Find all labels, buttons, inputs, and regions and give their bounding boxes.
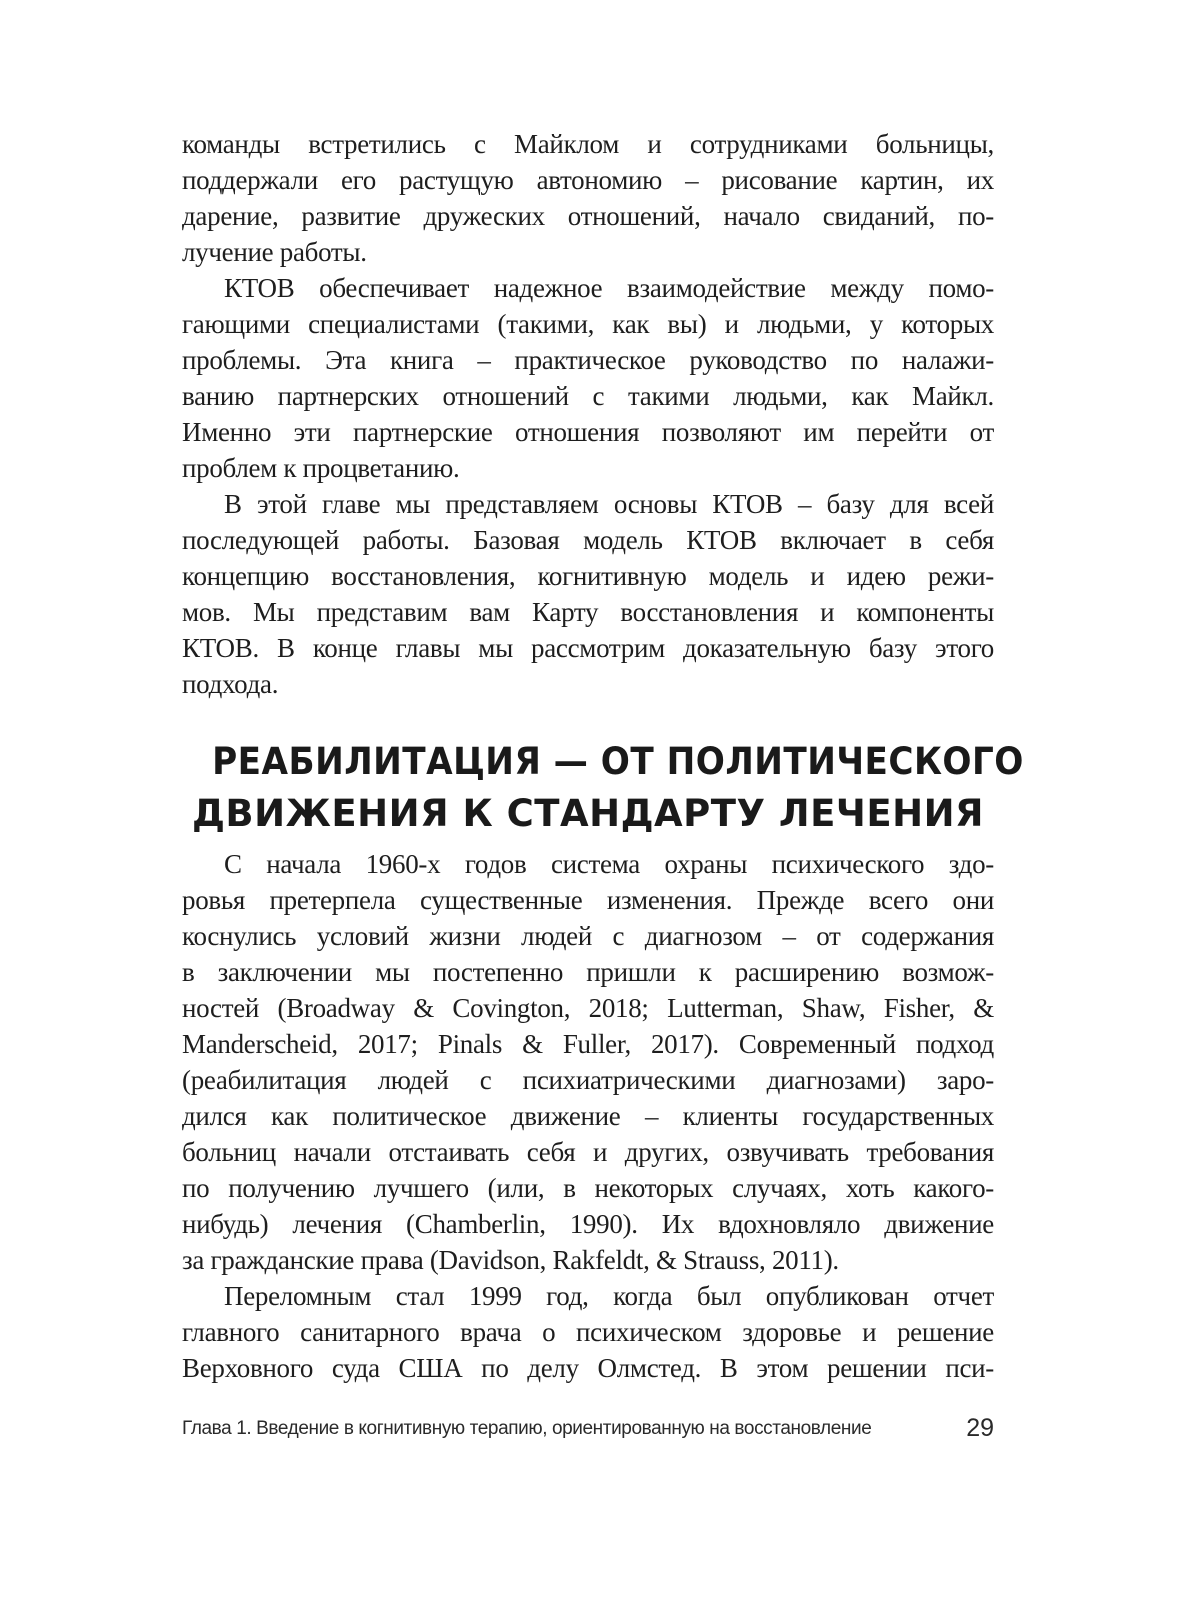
text-line: ванию партнерских отношений с такими людьми, как Майкл. [182,381,994,411]
text-line: дился как политическое движение – клиенты государственных [182,1101,994,1131]
text-line: Manderscheid, 2017; Pinals & Fuller, 2017). Современный подход [182,1029,994,1059]
paragraph-1999 [182,1278,994,1386]
text-line: ровья претерпела существенные изменения. Прежде всего они [182,885,994,915]
text-line: в заключении мы постепенно пришли к расширению возмож- [182,957,994,987]
running-title: Глава 1. Введение в когнитивную терапию, ориентированную на восстановление [182,1418,872,1439]
text-line: подхода. [182,669,279,699]
text-line: лучение работы. [182,237,367,267]
section-heading [182,736,1024,840]
text-line: больниц начали отстаивать себя и других, озвучивать требования [182,1137,994,1167]
page-number: 29 [966,1414,994,1442]
text-line: КТОВ. В конце главы мы рассмотрим доказательную базу этого [182,633,994,663]
section-heading-line: РЕАБИЛИТАЦИЯ — ОТ ПОЛИТИЧЕСКОГО [212,740,1024,783]
text-line: за гражданские права (Davidson, Rakfeldt, & Strauss, 2011). [182,1245,839,1275]
text-line: (реабилитация людей с психиатрическими диагнозами) заро- [182,1065,994,1095]
text-line: мов. Мы представим вам Карту восстановления и компоненты [182,597,994,627]
paragraph-ktov-partnership [182,270,994,486]
text-line: Именно эти партнерские отношения позволяют им перейти от [182,417,994,447]
text-line: Переломным стал 1999 год, когда был опубликован отчет [224,1281,994,1311]
text-line: главного санитарного врача о психическом здоровье и решение [182,1317,994,1347]
text-line: команды встретились с Майклом и сотрудниками больницы, [182,129,994,159]
section-heading-line: ДВИЖЕНИЯ К СТАНДАРТУ ЛЕЧЕНИЯ [191,792,985,835]
text-line: С начала 1960-х годов система охраны психического здо- [224,849,994,879]
text-line: проблемы. Эта книга – практическое руководство по налажи- [182,345,994,375]
text-line: В этой главе мы представляем основы КТОВ – базу для всей [224,489,994,519]
text-line: коснулись условий жизни людей с диагнозом – от содержания [182,921,994,951]
text-line: ностей (Broadway & Covington, 2018; Lutterman, Shaw, Fisher, & [182,993,994,1023]
text-line: дарение, развитие дружеских отношений, начало свиданий, по- [182,201,994,231]
paragraph-intro-end [182,126,994,270]
page-footer [182,1414,994,1444]
text-line: Верховного суда США по делу Олмстед. В этом решении пси- [182,1353,994,1383]
paragraph-chapter-overview [182,486,994,702]
text-line: нибудь) лечения (Chamberlin, 1990). Их вдохновляло движение [182,1209,994,1239]
text-line: последующей работы. Базовая модель КТОВ включает в себя [182,525,994,555]
text-line: проблем к процветанию. [182,453,460,483]
text-line: поддержали его растущую автономию – рисование картин, их [182,165,994,195]
text-line: КТОВ обеспечивает надежное взаимодействие между помо- [224,273,994,303]
text-line: концепцию восстановления, когнитивную модель и идею режи- [182,561,994,591]
paragraph-history [182,846,994,1278]
text-line: по получению лучшего (или, в некоторых случаях, хоть какого- [182,1173,994,1203]
text-line: гающими специалистами (такими, как вы) и людьми, у которых [182,309,994,339]
